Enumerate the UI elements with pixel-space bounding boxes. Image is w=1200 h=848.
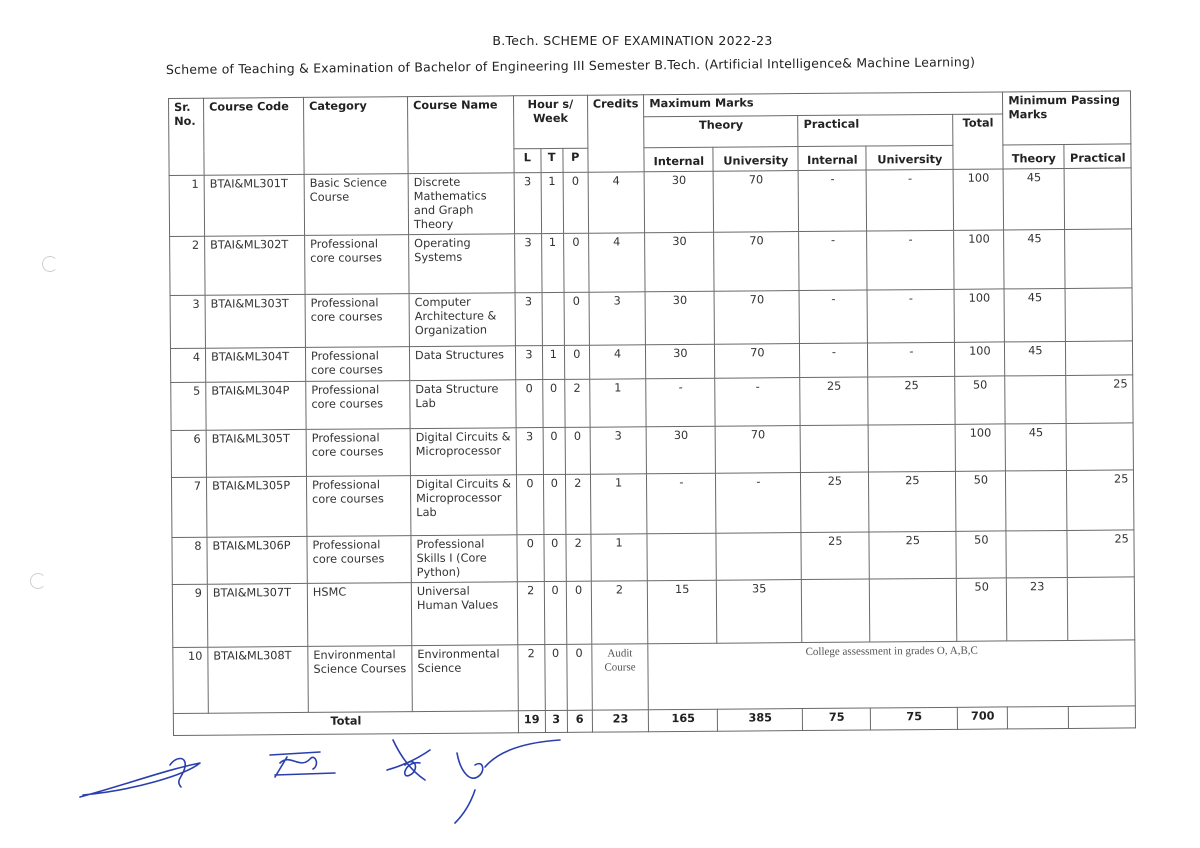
cell-course-code: BTAI&ML305P bbox=[206, 476, 306, 537]
cell-course-code: BTAI&ML304T bbox=[205, 347, 305, 382]
cell-sr: 9 bbox=[172, 584, 207, 647]
college-assessment-note: College assessment in grades O, A,B,C bbox=[648, 640, 1136, 710]
table-row bbox=[170, 288, 1133, 349]
cell-credits: 2 bbox=[591, 581, 648, 644]
cell-theory-internal: - bbox=[646, 378, 715, 427]
cell-total: 100 bbox=[955, 424, 1005, 471]
cell-course-name: Operating Systems bbox=[409, 234, 515, 294]
cell-practical-university: 25 bbox=[869, 531, 956, 579]
cell-theory-internal bbox=[647, 533, 716, 581]
cell-course-code: BTAI&ML306P bbox=[207, 536, 307, 584]
cell-practical-internal bbox=[800, 425, 868, 473]
cell-theory-university: - bbox=[715, 378, 800, 427]
table-row bbox=[171, 470, 1134, 538]
cell-total: 100 bbox=[953, 169, 1003, 230]
cell-p: 0 bbox=[563, 172, 588, 233]
cell-sr: 8 bbox=[172, 537, 207, 584]
header-minimum-passing-marks: Minimum Passing Marks bbox=[1003, 91, 1131, 145]
cell-course-code: BTAI&ML301T bbox=[204, 174, 304, 236]
cell-sr: 1 bbox=[169, 175, 204, 236]
cell-credits: 3 bbox=[589, 292, 646, 345]
cell-p: 0 bbox=[563, 233, 588, 292]
cell-theory-internal: - bbox=[647, 473, 716, 534]
cell-theory-university: 70 bbox=[715, 344, 800, 379]
cell-category: Basic Science Course bbox=[304, 174, 408, 236]
cell-min-theory bbox=[1006, 470, 1067, 530]
cell-course-name: Professional Skills I (Core Python) bbox=[411, 535, 517, 583]
cell-theory-internal: 30 bbox=[644, 171, 713, 233]
cell-category: Professional core courses bbox=[305, 235, 409, 295]
cell-min-practical bbox=[1065, 229, 1132, 289]
cell-total: 50 bbox=[956, 471, 1006, 531]
cell-category: Professional core courses bbox=[305, 347, 409, 382]
total-min-practical bbox=[1069, 706, 1136, 729]
cell-total: 100 bbox=[955, 342, 1005, 376]
cell-theory-university: 70 bbox=[714, 291, 799, 345]
cell-min-practical bbox=[1066, 423, 1133, 471]
header-credits: Credits bbox=[587, 95, 644, 172]
cell-p: 0 bbox=[566, 581, 591, 644]
signature-4 bbox=[455, 740, 560, 823]
cell-practical-university: - bbox=[868, 342, 955, 377]
cell-credits: 1 bbox=[589, 379, 646, 427]
header-t: T bbox=[541, 148, 563, 172]
total-t: 3 bbox=[545, 710, 567, 732]
cell-practical-university: 25 bbox=[868, 376, 955, 425]
cell-p: 2 bbox=[564, 379, 589, 427]
cell-category: Professional core courses bbox=[305, 294, 409, 348]
cell-practical-university bbox=[870, 578, 957, 642]
cell-practical-university: - bbox=[867, 230, 954, 290]
header-theory-university: University bbox=[713, 147, 798, 172]
cell-credits: 4 bbox=[589, 345, 646, 379]
cell-min-practical: 25 bbox=[1066, 375, 1133, 424]
cell-min-theory: 45 bbox=[1005, 423, 1066, 470]
header-hours-per-week: Hour s/ Week bbox=[513, 95, 587, 149]
cell-l: 3 bbox=[514, 173, 541, 234]
table-row bbox=[173, 640, 1136, 714]
cell-theory-university: 70 bbox=[714, 232, 799, 292]
header-total: Total bbox=[953, 114, 1003, 169]
cell-course-code: BTAI&ML308T bbox=[208, 646, 309, 713]
cell-credits: 1 bbox=[591, 534, 648, 581]
scheme-table bbox=[168, 90, 1136, 736]
cell-practical-internal: - bbox=[799, 290, 867, 344]
cell-theory-university: 70 bbox=[715, 426, 800, 474]
total-label: Total bbox=[173, 711, 518, 736]
table-row bbox=[172, 577, 1135, 648]
cell-min-theory: 45 bbox=[1004, 229, 1065, 288]
cell-course-name: Computer Architecture & Organization bbox=[409, 293, 515, 347]
total-l: 19 bbox=[518, 711, 545, 733]
cell-category: Professional core courses bbox=[306, 476, 410, 537]
cell-credits: 3 bbox=[590, 427, 647, 474]
cell-min-practical bbox=[1068, 577, 1135, 641]
cell-course-name: Data Structure Lab bbox=[410, 380, 516, 429]
cell-sr: 4 bbox=[170, 348, 205, 382]
cell-t: 1 bbox=[542, 345, 564, 379]
cell-course-name: Digital Circuits & Microprocessor bbox=[410, 428, 516, 476]
cell-min-theory bbox=[1006, 530, 1067, 577]
cell-p: 2 bbox=[566, 534, 591, 581]
cell-t: 1 bbox=[541, 233, 563, 292]
punch-hole-mark bbox=[42, 256, 58, 272]
cell-credits: 4 bbox=[588, 233, 645, 292]
cell-credits: 1 bbox=[590, 474, 647, 534]
cell-category: Professional core courses bbox=[306, 429, 410, 477]
scheme-table-container bbox=[168, 90, 1136, 736]
cell-t: 0 bbox=[542, 379, 564, 427]
table-row bbox=[170, 229, 1133, 296]
header-theory: Theory bbox=[644, 116, 798, 148]
cell-credits: 4 bbox=[588, 172, 645, 233]
header-category: Category bbox=[303, 97, 408, 175]
page-title: B.Tech. SCHEME OF EXAMINATION 2022-23 bbox=[492, 33, 773, 48]
cell-practical-internal: - bbox=[799, 231, 867, 291]
cell-theory-internal: 30 bbox=[646, 426, 715, 474]
cell-sr: 7 bbox=[171, 477, 206, 537]
cell-category: HSMC bbox=[307, 583, 411, 647]
table-row bbox=[171, 423, 1134, 478]
cell-l: 2 bbox=[518, 645, 545, 711]
cell-t: 0 bbox=[543, 427, 565, 474]
cell-p: 0 bbox=[567, 644, 593, 710]
cell-p: 0 bbox=[564, 292, 589, 345]
cell-category: Environmental Science Courses bbox=[308, 646, 413, 713]
cell-p: 2 bbox=[565, 474, 590, 534]
header-min-practical: Practical bbox=[1064, 144, 1131, 169]
cell-p: 0 bbox=[565, 427, 590, 474]
total-min-theory bbox=[1008, 706, 1069, 728]
signature-3 bbox=[387, 740, 430, 780]
cell-course-code: BTAI&ML304P bbox=[206, 381, 306, 430]
cell-practical-university: 25 bbox=[869, 471, 956, 532]
cell-sr: 6 bbox=[171, 430, 206, 477]
table-row bbox=[172, 530, 1135, 585]
cell-min-practical bbox=[1064, 168, 1131, 230]
cell-practical-internal bbox=[802, 579, 870, 643]
signature-1 bbox=[80, 759, 200, 798]
cell-practical-internal: - bbox=[798, 170, 866, 232]
header-course-code: Course Code bbox=[204, 97, 305, 175]
page-subtitle: Scheme of Teaching & Examination of Bachelor of Engineering III Semester B.Tech. (Artificial Intelligence& Machine Learning) bbox=[165, 54, 976, 77]
cell-practical-internal: 25 bbox=[800, 377, 868, 426]
total-marks: 700 bbox=[958, 707, 1008, 729]
cell-practical-internal: - bbox=[800, 343, 868, 378]
cell-course-name: Universal Human Values bbox=[411, 582, 517, 646]
cell-course-name: Discrete Mathematics and Graph Theory bbox=[408, 173, 514, 235]
cell-total: 100 bbox=[954, 289, 1004, 342]
cell-total: 50 bbox=[957, 578, 1007, 641]
cell-t: 0 bbox=[545, 644, 568, 710]
header-practical-internal: Internal bbox=[798, 146, 866, 171]
cell-t: 0 bbox=[544, 581, 566, 644]
total-theory-internal: 165 bbox=[649, 709, 718, 732]
cell-min-theory: 23 bbox=[1007, 577, 1068, 640]
cell-min-practical: 25 bbox=[1067, 470, 1134, 531]
cell-course-code: BTAI&ML305T bbox=[206, 429, 306, 477]
header-maximum-marks: Maximum Marks bbox=[644, 92, 1003, 117]
cell-category: Professional core courses bbox=[306, 381, 410, 430]
cell-theory-university bbox=[716, 533, 801, 581]
header-p: P bbox=[563, 148, 588, 172]
total-credits: 23 bbox=[592, 710, 649, 732]
total-practical-university: 75 bbox=[871, 707, 958, 730]
cell-course-code: BTAI&ML307T bbox=[207, 583, 307, 647]
cell-min-theory: 45 bbox=[1003, 168, 1064, 229]
cell-t: 0 bbox=[544, 534, 566, 581]
cell-theory-university: 70 bbox=[713, 171, 798, 233]
cell-course-name: Environmental Science bbox=[412, 645, 519, 712]
total-practical-internal: 75 bbox=[803, 708, 871, 731]
cell-l: 0 bbox=[517, 535, 544, 582]
cell-l: 3 bbox=[515, 293, 542, 346]
cell-total: 50 bbox=[956, 531, 1006, 578]
cell-total: 100 bbox=[954, 230, 1004, 289]
cell-l: 3 bbox=[515, 234, 542, 293]
cell-sr: 2 bbox=[170, 236, 205, 295]
cell-practical-university: - bbox=[866, 169, 953, 231]
cell-practical-internal: 25 bbox=[801, 532, 869, 580]
handwritten-signatures bbox=[75, 735, 575, 830]
cell-course-name: Data Structures bbox=[409, 346, 515, 381]
cell-min-theory: 45 bbox=[1005, 341, 1066, 375]
cell-sr: 5 bbox=[171, 382, 206, 430]
total-theory-university: 385 bbox=[718, 709, 803, 732]
cell-practical-internal: 25 bbox=[801, 472, 869, 533]
cell-l: 3 bbox=[515, 346, 542, 380]
header-course-name: Course Name bbox=[407, 96, 514, 174]
cell-practical-university: - bbox=[867, 289, 954, 343]
cell-t: 0 bbox=[543, 474, 565, 534]
cell-theory-internal: 30 bbox=[645, 291, 714, 345]
signature-2 bbox=[270, 752, 335, 777]
table-row bbox=[169, 168, 1132, 237]
cell-course-code: BTAI&ML303T bbox=[205, 294, 305, 348]
cell-category: Professional core courses bbox=[307, 536, 411, 584]
cell-sr: 3 bbox=[170, 295, 205, 348]
header-theory-internal: Internal bbox=[644, 147, 713, 172]
cell-practical-university bbox=[868, 424, 955, 472]
cell-sr: 10 bbox=[173, 647, 209, 713]
cell-theory-internal: 15 bbox=[648, 580, 717, 644]
cell-course-code: BTAI&ML302T bbox=[205, 235, 305, 295]
cell-l: 2 bbox=[517, 582, 544, 645]
header-min-theory: Theory bbox=[1003, 144, 1064, 168]
cell-min-practical bbox=[1065, 288, 1132, 342]
cell-l: 0 bbox=[516, 380, 543, 428]
header-sr-no: Sr. No. bbox=[169, 98, 205, 175]
table-row bbox=[171, 375, 1134, 431]
cell-theory-internal: 30 bbox=[646, 344, 715, 379]
cell-course-name: Digital Circuits & Microprocessor Lab bbox=[410, 475, 516, 536]
cell-l: 3 bbox=[516, 428, 543, 475]
cell-t bbox=[542, 292, 564, 345]
cell-min-practical bbox=[1066, 341, 1133, 376]
header-practical-university: University bbox=[866, 145, 953, 170]
cell-t: 1 bbox=[541, 172, 563, 233]
cell-total: 50 bbox=[955, 376, 1005, 424]
cell-min-theory bbox=[1005, 375, 1066, 423]
cell-credits-audit: Audit Course bbox=[592, 644, 649, 710]
cell-min-theory: 45 bbox=[1004, 288, 1065, 341]
header-practical: Practical bbox=[798, 114, 953, 146]
cell-theory-internal: 30 bbox=[645, 232, 714, 292]
cell-theory-university: - bbox=[716, 473, 801, 534]
cell-p: 0 bbox=[564, 345, 589, 379]
header-l: L bbox=[514, 149, 541, 173]
punch-hole-mark bbox=[30, 573, 46, 589]
cell-min-practical: 25 bbox=[1067, 530, 1134, 578]
total-p: 6 bbox=[567, 710, 592, 732]
cell-l: 0 bbox=[516, 475, 543, 535]
cell-theory-university: 35 bbox=[717, 580, 802, 644]
